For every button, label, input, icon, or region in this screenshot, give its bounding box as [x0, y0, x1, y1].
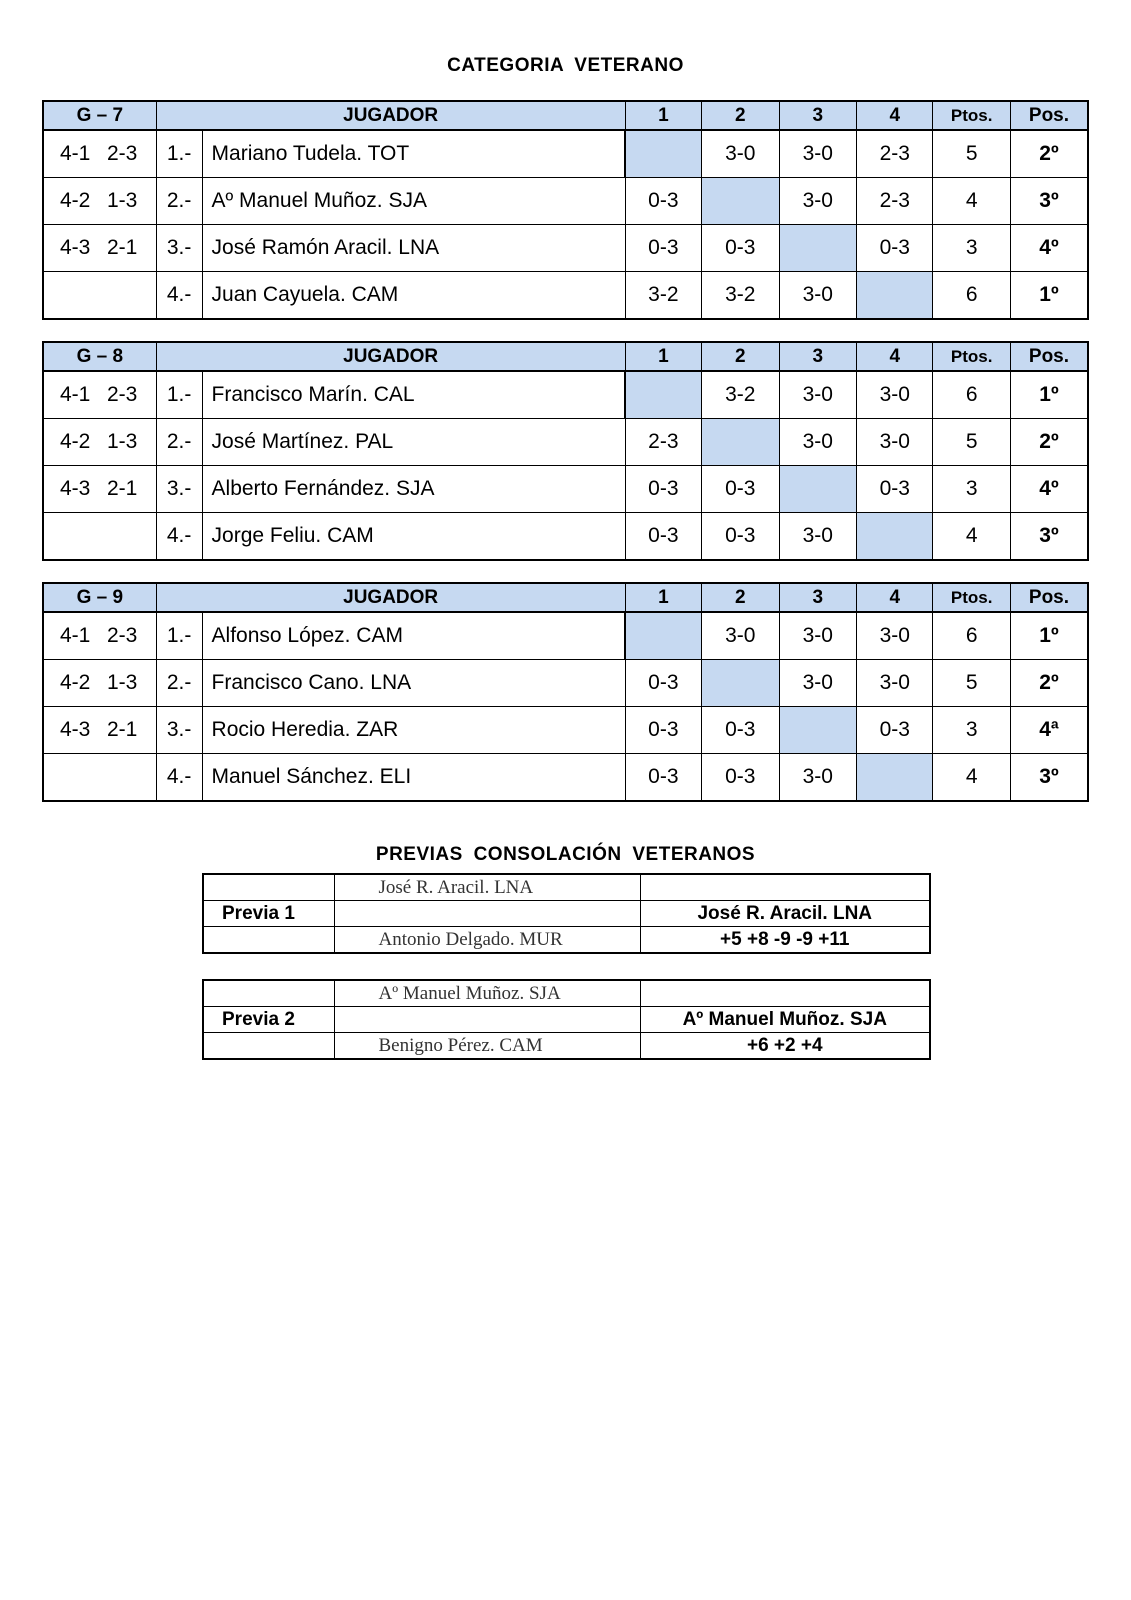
pair-b: 1-3 — [107, 671, 138, 694]
score-cell: 0-3 — [625, 660, 701, 707]
self-cell — [779, 466, 856, 513]
previa-label: Previa 2 — [203, 1007, 334, 1033]
previa-row — [203, 901, 930, 927]
score-cell: 3-0 — [857, 612, 933, 660]
player-name: Alberto Fernández. SJA — [202, 466, 625, 513]
points: 5 — [933, 419, 1010, 466]
previa-player-b: Benigno Pérez. CAM — [334, 1033, 640, 1060]
empty-cell — [640, 874, 930, 901]
previa-row — [203, 980, 930, 1007]
points: 4 — [933, 178, 1010, 225]
table-row — [43, 754, 1088, 802]
position: 1º — [1010, 612, 1088, 660]
match-pairs — [43, 130, 156, 178]
player-name: Juan Cayuela. CAM — [202, 272, 625, 320]
position: 4º — [1010, 225, 1088, 272]
table-row — [43, 466, 1088, 513]
score-cell: 0-3 — [702, 754, 779, 802]
position: 4ª — [1010, 707, 1088, 754]
position: 2º — [1010, 419, 1088, 466]
previa-row — [203, 874, 930, 901]
consolation-title: PREVIAS CONSOLACIÓN VETERANOS — [375, 844, 756, 865]
previa-player-a: José R. Aracil. LNA — [334, 874, 640, 901]
header-col: 3 — [779, 342, 856, 371]
player-name: José Ramón Aracil. LNA — [202, 225, 625, 272]
header-col: 2 — [702, 101, 779, 130]
score-cell: 0-3 — [702, 466, 779, 513]
points: 4 — [933, 513, 1010, 561]
self-cell — [779, 225, 856, 272]
score-cell: 3-2 — [702, 371, 779, 419]
group-table — [42, 100, 1089, 320]
points: 3 — [933, 225, 1010, 272]
score-cell: 3-0 — [779, 754, 856, 802]
player-number: 2.- — [156, 178, 202, 225]
empty-cell — [640, 980, 930, 1007]
position: 1º — [1010, 272, 1088, 320]
score-cell: 0-3 — [857, 466, 933, 513]
pair-a: 4-3 — [60, 718, 91, 741]
table-row — [43, 178, 1088, 225]
pair-b: 2-3 — [107, 383, 138, 406]
pair-a: 4-3 — [60, 477, 91, 500]
table-row — [43, 612, 1088, 660]
self-cell — [857, 272, 933, 320]
score-cell: 2-3 — [857, 130, 933, 178]
player-number: 2.- — [156, 660, 202, 707]
position: 3º — [1010, 754, 1088, 802]
empty-cell — [334, 901, 640, 927]
empty-cell — [203, 874, 334, 901]
table-row — [43, 513, 1088, 561]
points: 4 — [933, 754, 1010, 802]
points: 6 — [933, 272, 1010, 320]
score-cell: 3-0 — [702, 130, 779, 178]
player-number: 3.- — [156, 466, 202, 513]
match-pairs — [43, 178, 156, 225]
score-cell: 0-3 — [625, 466, 701, 513]
score-cell: 0-3 — [625, 513, 701, 561]
match-pairs — [43, 419, 156, 466]
player-name: Mariano Tudela. TOT — [202, 130, 625, 178]
pair-a: 4-1 — [60, 383, 91, 406]
table-row — [43, 707, 1088, 754]
pair-a: 4-2 — [60, 189, 91, 212]
player-name: Jorge Feliu. CAM — [202, 513, 625, 561]
match-pairs — [43, 612, 156, 660]
match-pairs — [43, 272, 156, 320]
table-row — [43, 130, 1088, 178]
self-cell — [857, 754, 933, 802]
header-pos: Pos. — [1010, 342, 1088, 371]
score-cell: 3-0 — [779, 272, 856, 320]
match-pairs — [43, 660, 156, 707]
header-pos: Pos. — [1010, 101, 1088, 130]
pair-a: 4-1 — [60, 624, 91, 647]
score-cell: 3-0 — [857, 371, 933, 419]
group-name: G – 7 — [43, 101, 156, 130]
header-col: 1 — [625, 101, 701, 130]
match-pairs — [43, 754, 156, 802]
self-cell — [702, 419, 779, 466]
header-col: 1 — [625, 342, 701, 371]
score-cell: 3-0 — [857, 660, 933, 707]
player-number: 1.- — [156, 612, 202, 660]
player-name: José Martínez. PAL — [202, 419, 625, 466]
score-cell: 3-0 — [779, 660, 856, 707]
header-col: 4 — [857, 101, 933, 130]
self-cell — [857, 513, 933, 561]
header-ptos: Ptos. — [933, 583, 1010, 612]
points: 5 — [933, 130, 1010, 178]
pair-b: 1-3 — [107, 189, 138, 212]
score-cell: 0-3 — [702, 225, 779, 272]
player-name: Manuel Sánchez. ELI — [202, 754, 625, 802]
self-cell — [625, 371, 701, 419]
player-name: Alfonso López. CAM — [202, 612, 625, 660]
player-number: 4.- — [156, 513, 202, 561]
points: 5 — [933, 660, 1010, 707]
points: 3 — [933, 707, 1010, 754]
previa-player-a: Aº Manuel Muñoz. SJA — [334, 980, 640, 1007]
self-cell — [625, 130, 701, 178]
previa-result: +6 +2 +4 — [640, 1033, 930, 1060]
score-cell: 0-3 — [857, 707, 933, 754]
group-table — [42, 582, 1089, 802]
points: 6 — [933, 371, 1010, 419]
points: 6 — [933, 612, 1010, 660]
position: 2º — [1010, 660, 1088, 707]
page-title: CATEGORIA VETERANO — [447, 55, 684, 76]
previa-winner: José R. Aracil. LNA — [640, 901, 930, 927]
header-col: 4 — [857, 583, 933, 612]
previa-row — [203, 1033, 930, 1060]
pair-b: 2-1 — [107, 236, 138, 259]
header-col: 3 — [779, 101, 856, 130]
player-number: 1.- — [156, 130, 202, 178]
score-cell: 0-3 — [702, 513, 779, 561]
table-row — [43, 225, 1088, 272]
self-cell — [702, 660, 779, 707]
player-name: Francisco Cano. LNA — [202, 660, 625, 707]
score-cell: 3-0 — [779, 178, 856, 225]
previa-player-b: Antonio Delgado. MUR — [334, 927, 640, 954]
score-cell: 2-3 — [625, 419, 701, 466]
previa-row — [203, 1007, 930, 1033]
match-pairs — [43, 371, 156, 419]
player-number: 3.- — [156, 225, 202, 272]
player-number: 4.- — [156, 272, 202, 320]
header-col: 2 — [702, 583, 779, 612]
points: 3 — [933, 466, 1010, 513]
score-cell: 3-0 — [857, 419, 933, 466]
table-row — [43, 660, 1088, 707]
header-jugador: JUGADOR — [156, 342, 625, 371]
header-col: 4 — [857, 342, 933, 371]
header-col: 2 — [702, 342, 779, 371]
position: 3º — [1010, 513, 1088, 561]
player-name: Francisco Marín. CAL — [202, 371, 625, 419]
empty-cell — [203, 927, 334, 954]
match-pairs — [43, 466, 156, 513]
pair-a: 4-1 — [60, 142, 91, 165]
match-pairs — [43, 225, 156, 272]
group-name: G – 8 — [43, 342, 156, 371]
pair-a: 4-2 — [60, 430, 91, 453]
header-pos: Pos. — [1010, 583, 1088, 612]
player-number: 1.- — [156, 371, 202, 419]
pair-a: 4-3 — [60, 236, 91, 259]
score-cell: 3-0 — [779, 130, 856, 178]
previa-result: +5 +8 -9 -9 +11 — [640, 927, 930, 954]
position: 1º — [1010, 371, 1088, 419]
position: 2º — [1010, 130, 1088, 178]
group-name: G – 9 — [43, 583, 156, 612]
score-cell: 3-2 — [625, 272, 701, 320]
pair-b: 1-3 — [107, 430, 138, 453]
match-pairs — [43, 513, 156, 561]
self-cell — [625, 612, 701, 660]
pair-b: 2-3 — [107, 142, 138, 165]
table-row — [43, 371, 1088, 419]
header-jugador: JUGADOR — [156, 583, 625, 612]
self-cell — [779, 707, 856, 754]
previa-label: Previa 1 — [203, 901, 334, 927]
previa-table — [202, 873, 931, 954]
self-cell — [702, 178, 779, 225]
empty-cell — [203, 1033, 334, 1060]
player-name: Aº Manuel Muñoz. SJA — [202, 178, 625, 225]
score-cell: 2-3 — [857, 178, 933, 225]
score-cell: 3-0 — [779, 371, 856, 419]
empty-cell — [334, 1007, 640, 1033]
previa-winner: Aº Manuel Muñoz. SJA — [640, 1007, 930, 1033]
header-col: 3 — [779, 583, 856, 612]
score-cell: 3-0 — [779, 419, 856, 466]
header-ptos: Ptos. — [933, 342, 1010, 371]
score-cell: 3-0 — [702, 612, 779, 660]
player-number: 2.- — [156, 419, 202, 466]
score-cell: 3-0 — [779, 612, 856, 660]
header-col: 1 — [625, 583, 701, 612]
table-row — [43, 419, 1088, 466]
player-name: Rocio Heredia. ZAR — [202, 707, 625, 754]
pair-b: 2-3 — [107, 624, 138, 647]
table-row — [43, 272, 1088, 320]
group-table — [42, 341, 1089, 561]
score-cell: 3-2 — [702, 272, 779, 320]
empty-cell — [203, 980, 334, 1007]
score-cell: 0-3 — [625, 707, 701, 754]
player-number: 4.- — [156, 754, 202, 802]
score-cell: 0-3 — [857, 225, 933, 272]
position: 4º — [1010, 466, 1088, 513]
score-cell: 0-3 — [702, 707, 779, 754]
score-cell: 0-3 — [625, 178, 701, 225]
match-pairs — [43, 707, 156, 754]
pair-a: 4-2 — [60, 671, 91, 694]
position: 3º — [1010, 178, 1088, 225]
pair-b: 2-1 — [107, 477, 138, 500]
score-cell: 0-3 — [625, 225, 701, 272]
previa-row — [203, 927, 930, 954]
player-number: 3.- — [156, 707, 202, 754]
pair-b: 2-1 — [107, 718, 138, 741]
score-cell: 0-3 — [625, 754, 701, 802]
header-ptos: Ptos. — [933, 101, 1010, 130]
header-jugador: JUGADOR — [156, 101, 625, 130]
score-cell: 3-0 — [779, 513, 856, 561]
previa-table — [202, 979, 931, 1060]
